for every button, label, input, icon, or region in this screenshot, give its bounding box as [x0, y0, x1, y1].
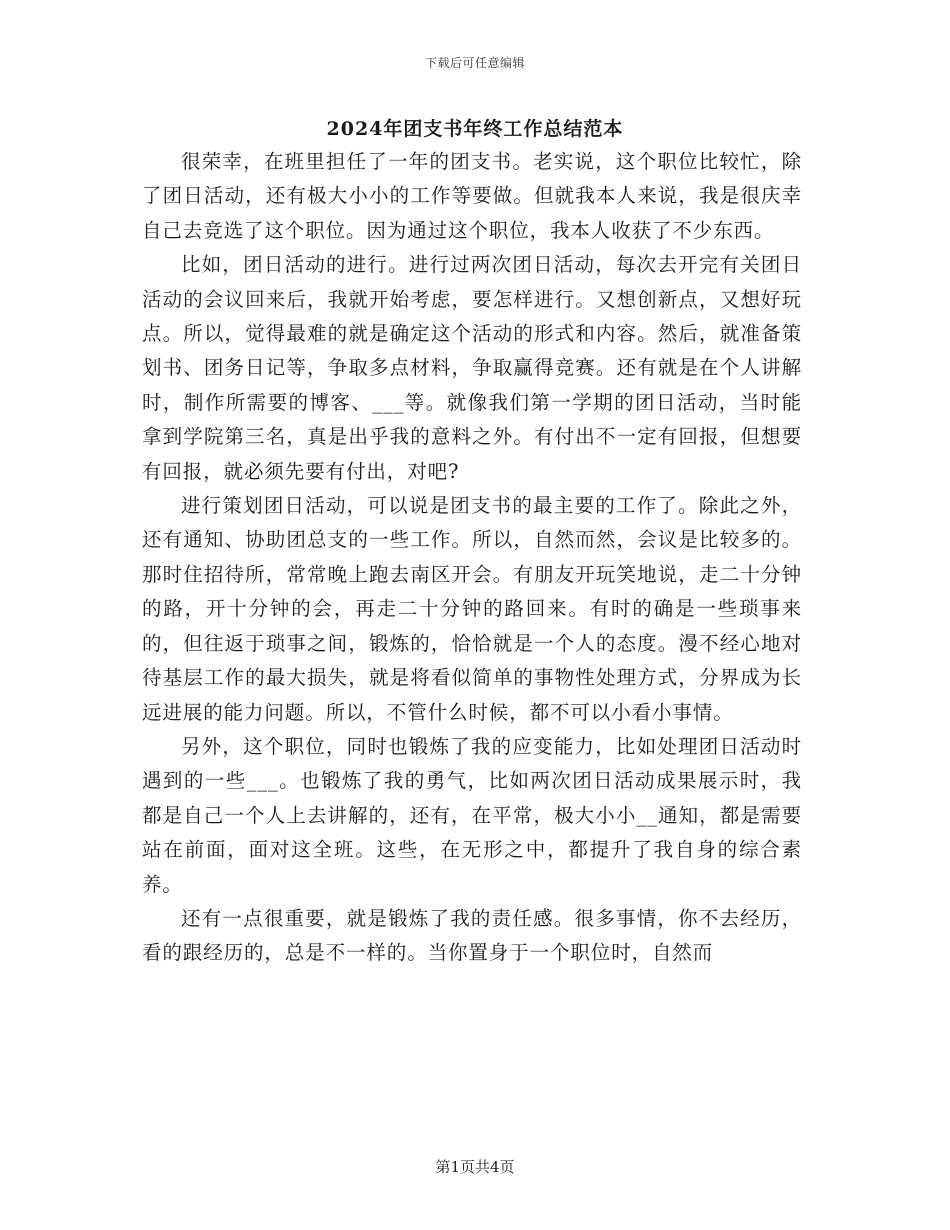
- paragraph: 进行策划团日活动，可以说是团支书的最主要的工作了。除此之外，还有通知、协助团总支的一些工作。所以，自然而然，会议是比较多的。那时住招待所，常常晚上跑去南区开会。有朋友开玩笑地说，走二十分钟的路，开十分钟的会，再走二十分钟的路回来。有时的确是一些琐事来的，但往返于琐事之间，锻炼的，恰恰就是一个人的态度。漫不经心地对待基层工作的最大损失，就是将看似简单的事物性处理方式，分界成为长远进展的能力问题。所以，不管什么时候，都不可以小看小事情。: [142, 494, 802, 724]
- paragraph: 还有一点很重要，就是锻炼了我的责任感。很多事情，你不去经历，看的跟经历的，总是不一样的。当你置身于一个职位时，自然而: [142, 906, 802, 965]
- document-title: 2024年团支书年终工作总结范本: [326, 118, 624, 140]
- paragraph: 另外，这个职位，同时也锻炼了我的应变能力，比如处理团日活动时遇到的一些___。也锻炼了我的勇气，比如两次团日活动成果展示时，我都是自己一个人上去讲解的，还有，在平常，极大小小__通知，都是需要站在前面，面对这全班。这些，在无形之中，都提升了我自身的综合素养。: [142, 734, 802, 896]
- page-footer: 第1页共4页: [435, 1158, 515, 1176]
- document-body: [142, 145, 802, 971]
- paragraph: 很荣幸，在班里担任了一年的团支书。老实说，这个职位比较忙，除了团日活动，还有极大小小的工作等要做。但就我本人来说，我是很庆幸自己去竞选了这个职位。因为通过这个职位，我本人收获了不少东西。: [142, 150, 802, 242]
- paragraph: 比如，团日活动的进行。进行过两次团日活动，每次去开完有关团日活动的会议回来后，我就开始考虑，要怎样进行。又想创新点，又想好玩点。所以，觉得最难的就是确定这个活动的形式和内容。然后，就准备策划书、团务日记等，争取多点材料，争取赢得竞赛。还有就是在个人讲解时，制作所需要的博客、___等。就像我们第一学期的团日活动，当时能拿到学院第三名，真是出乎我的意料之外。有付出不一定有回报，但想要有回报，就必须先要有付出，对吧?: [142, 253, 802, 483]
- header-note: 下载后可任意编辑: [424, 56, 525, 70]
